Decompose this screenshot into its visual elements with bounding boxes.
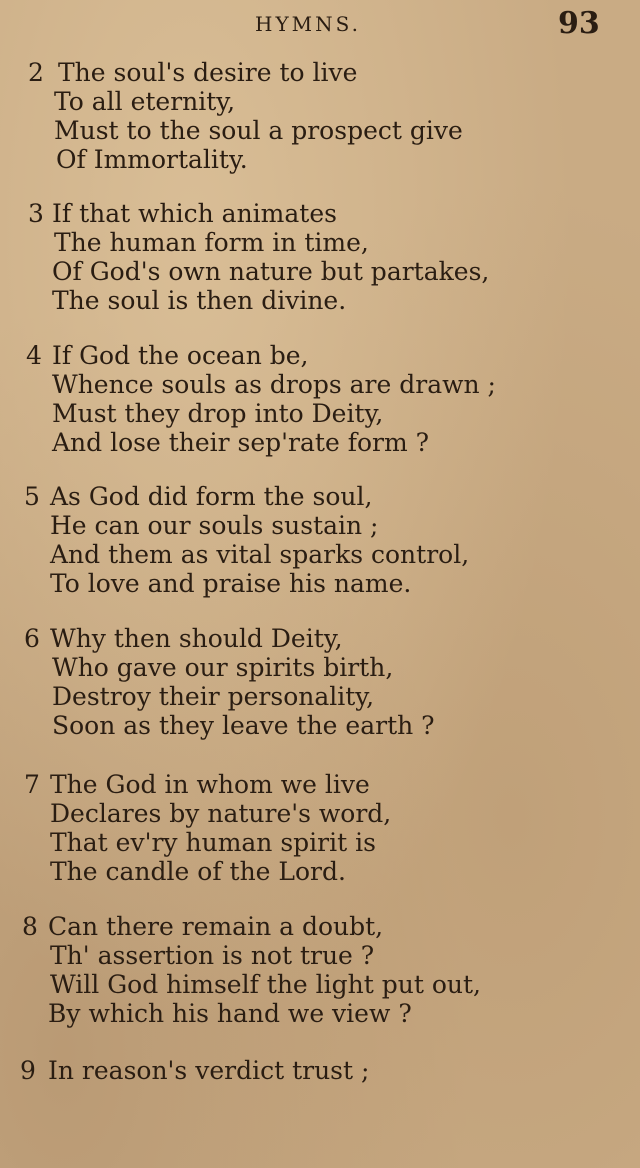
verse-line: Who gave our spirits birth, <box>52 653 394 682</box>
verse-line: Th' assertion is not true ? <box>50 941 375 970</box>
verse-line: The candle of the Lord. <box>50 857 346 886</box>
verse-line: To love and praise his name. <box>50 569 412 598</box>
verse-line: If God the ocean be, <box>52 341 309 370</box>
verse-line: By which his hand we view ? <box>48 999 412 1028</box>
stanza-number: 7 <box>24 770 40 799</box>
stanza-number: 2 <box>28 58 44 87</box>
stanza-number: 6 <box>24 624 40 653</box>
verse-line: Declares by nature's word, <box>50 799 392 828</box>
verse-line: In reason's verdict trust ; <box>48 1056 370 1085</box>
verse-line: Whence souls as drops are drawn ; <box>52 370 496 399</box>
verse-line: To all eternity, <box>54 87 236 116</box>
verse-line: Must they drop into Deity, <box>52 399 384 428</box>
verse-line: If that which animates <box>52 199 337 228</box>
verse-line: Of Immortality. <box>56 145 248 174</box>
verse-line: Destroy their personality, <box>52 682 375 711</box>
running-title: HYMNS. <box>255 12 361 36</box>
verse-line: Can there remain a doubt, <box>48 912 384 941</box>
verse-line: As God did form the soul, <box>50 482 373 511</box>
verse-line: He can our souls sustain ; <box>50 511 379 540</box>
verse-line: That ev'ry human spirit is <box>50 828 376 857</box>
verse-line: The God in whom we live <box>50 770 370 799</box>
verse-line: And them as vital sparks control, <box>50 540 470 569</box>
verse-line: The human form in time, <box>54 228 369 257</box>
verse-line: The soul is then divine. <box>52 286 347 315</box>
verse-line: Why then should Deity, <box>50 624 343 653</box>
stanza-number: 8 <box>22 912 38 941</box>
stanza-number: 9 <box>20 1056 36 1085</box>
verse-line: Soon as they leave the earth ? <box>52 711 435 740</box>
stanza-number: 4 <box>26 341 42 370</box>
verse-line: Must to the soul a prospect give <box>54 116 463 145</box>
verse-line: Will God himself the light put out, <box>50 970 482 999</box>
verse-line: And lose their sep'rate form ? <box>52 428 430 457</box>
verse-line: Of God's own nature but partakes, <box>52 257 490 286</box>
stanza-number: 5 <box>24 482 40 511</box>
page-header <box>0 6 640 46</box>
stanza-number: 3 <box>28 199 44 228</box>
verse-line: The soul's desire to live <box>58 58 358 87</box>
page-number: 93 <box>558 6 600 41</box>
